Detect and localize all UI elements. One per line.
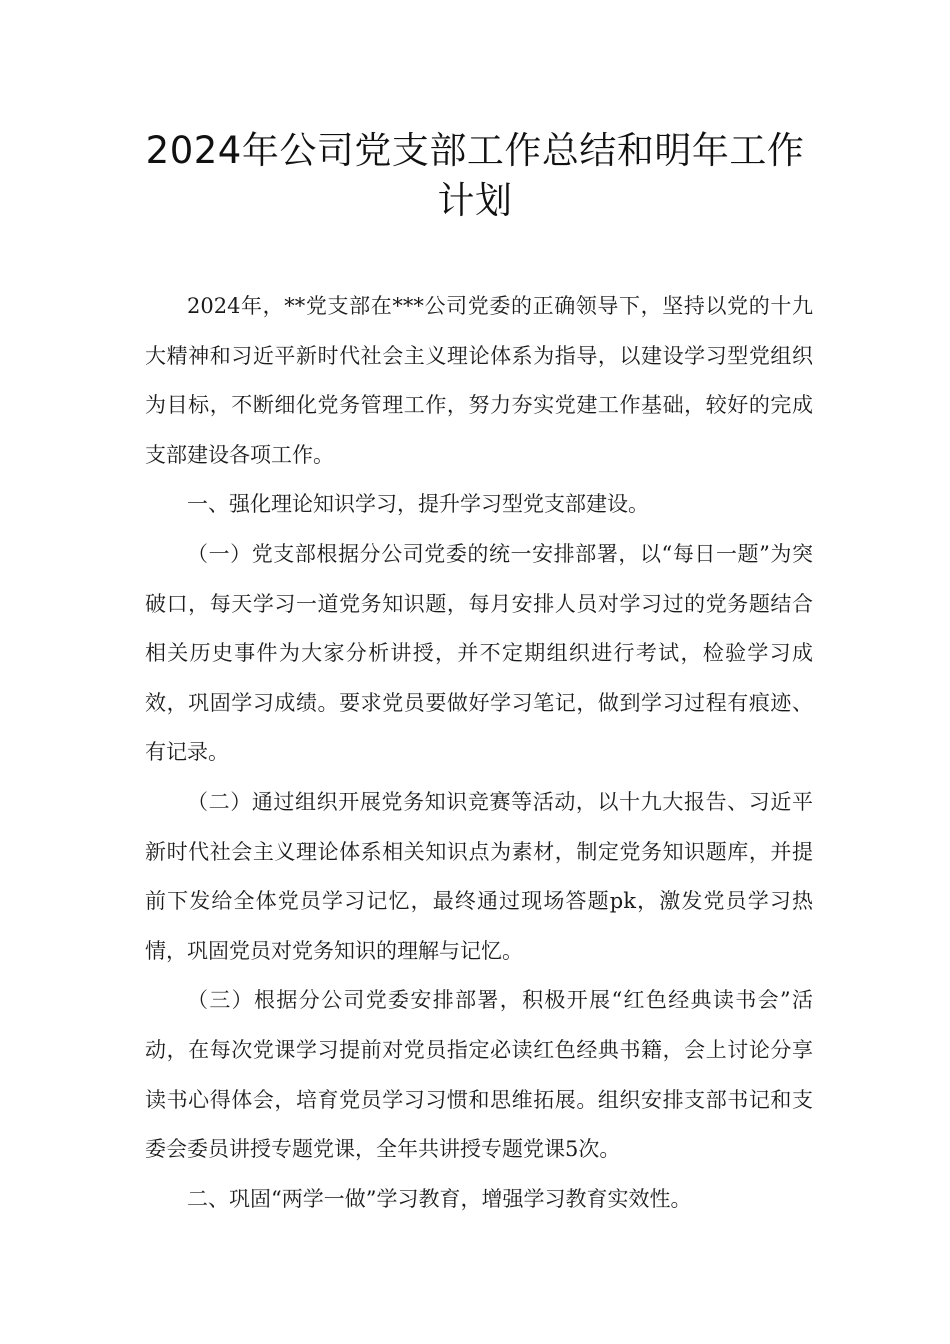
paragraph-item-3: （三）根据分公司党委安排部署，积极开展“红色经典读书会”活动，在每次党课学习提前对党员指定必读红色经典书籍，会上讨论分享读书心得体会，培育党员学习习惯和思维拓展。组织安排支部书记和支委会委员讲授专题党课，全年共讲授专题党课5次。 [145,988,813,1162]
document-title [120,126,830,226]
document-body [145,282,813,1224]
section-heading-2: 二、巩固“两学一做”学习教育，增强学习教育实效性。 [187,1186,692,1211]
paragraph-item-2: （二）通过组织开展党务知识竞赛等活动，以十九大报告、习近平新时代社会主义理论体系相关知识点为素材，制定党务知识题库，并提前下发给全体党员学习记忆，最终通过现场答题pk，激发党员学习热情，巩固党员对党务知识的理解与记忆。 [145,789,813,963]
title-line-1: 2024年公司党支部工作总结和明年工作 [145,129,805,172]
section-heading-1: 一、强化理论知识学习，提升学习型党支部建设。 [187,492,649,517]
title-line-2: 计划 [437,179,513,222]
paragraph-item-1: （一）党支部根据分公司党委的统一安排部署，以“每日一题”为突破口，每天学习一道党务知识题，每月安排人员对学习过的党务题结合相关历史事件为大家分析讲授，并不定期组织进行考试，检验学习成效，巩固学习成绩。要求党员要做好学习笔记，做到学习过程有痕迹、有记录。 [145,541,813,765]
intro-paragraph: 2024年，**党支部在***公司党委的正确领导下，坚持以党的十九大精神和习近平新时代社会主义理论体系为指导，以建设学习型党组织为目标，不断细化党务管理工作，努力夯实党建工作基础，较好的完成支部建设各项工作。 [145,294,813,467]
